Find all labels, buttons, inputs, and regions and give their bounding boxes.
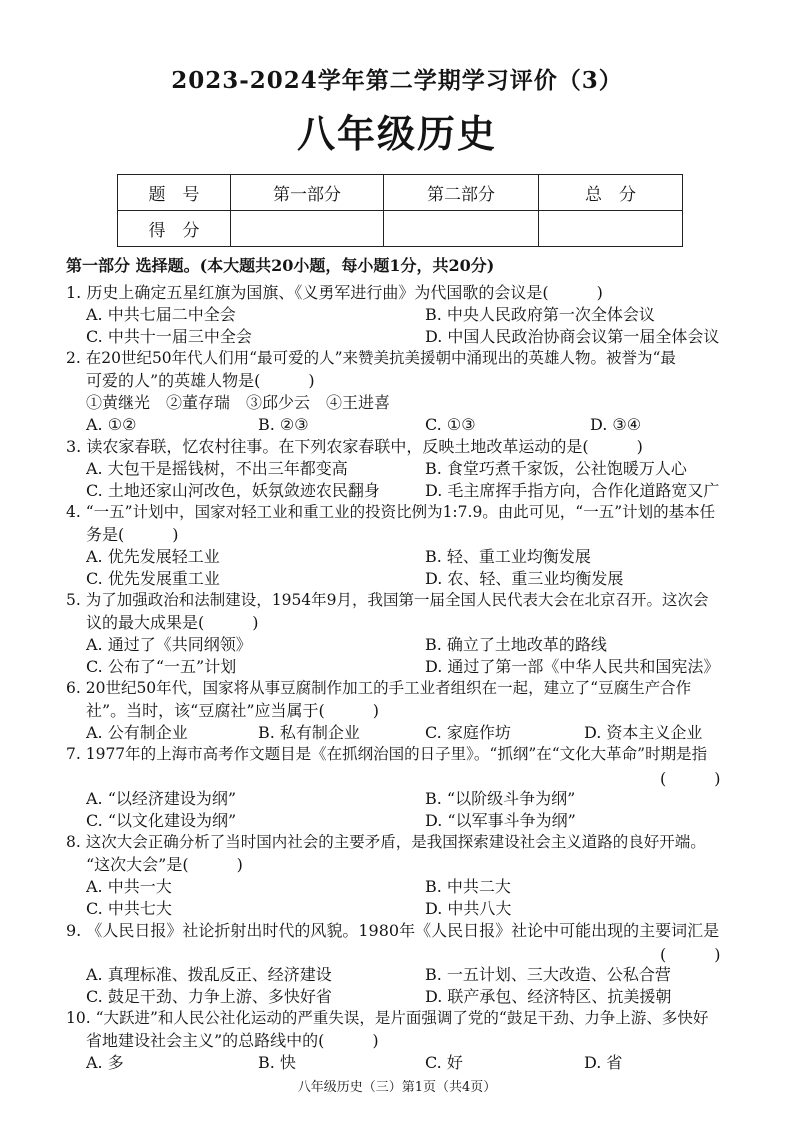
q3-option-c: C. 土地还家山河改色，妖氛敛迹农民翻身: [86, 481, 380, 500]
score-table-header-row: [118, 175, 683, 211]
q4-option-a: A. 优先发展轻工业: [86, 547, 220, 566]
q2-option-d: D. ③④: [590, 415, 642, 434]
q1-option-d: D. 中国人民政治协商会议第一届全体会议: [425, 327, 720, 346]
q6-stem-line2: 社”。当时，该“豆腐社”应当属于( ): [86, 701, 380, 720]
score-table: [117, 174, 683, 247]
score-input-total[interactable]: [539, 211, 683, 247]
score-cell-part2: 第二部分: [384, 175, 539, 211]
page-footer: 八年级历史（三）第1页（共4页）: [297, 1080, 497, 1095]
q6-option-b: B. 私有制企业: [258, 723, 360, 742]
q4-option-d: D. 农、轻、重三业均衡发展: [425, 569, 624, 588]
q7-answer-blank: ( ): [660, 769, 721, 788]
q5-option-d: D. 通过了第一部《中华人民共和国宪法》: [425, 657, 720, 676]
score-cell-total: 总 分: [539, 175, 683, 211]
q5-option-a: A. 通过了《共同纲领》: [86, 635, 252, 654]
q8-stem-line1: 8. 这次大会正确分析了当时国内社会的主要矛盾，是我国探索建设社会主义道路的良好开端。: [66, 833, 706, 851]
score-row-label: 得 分: [118, 211, 231, 247]
q3-option-b: B. 食堂巧煮千家饭，公社饱暖万人心: [425, 459, 687, 478]
q9-option-d: D. 联产承包、经济特区、抗美援朝: [425, 987, 672, 1006]
q10-option-d: D. 省: [584, 1053, 623, 1072]
q5-stem-line1: 5. 为了加强政治和法制建设，1954年9月，我国第一届全国人民代表大会在北京召开。这次会: [66, 591, 709, 609]
q2-stem-line2: 可爱的人”的英雄人物是( ): [86, 371, 315, 390]
q4-option-c: C. 优先发展重工业: [86, 569, 220, 588]
q5-option-c: C. 公布了“一五”计划: [86, 657, 237, 676]
q4-option-b: B. 轻、重工业均衡发展: [425, 547, 591, 566]
exam-title: 2023-2024学年第二学期学习评价（3）: [171, 67, 623, 94]
q10-option-a: A. 多: [86, 1053, 124, 1072]
q7-option-c: C. “以文化建设为纲”: [86, 811, 237, 830]
q8-option-a: A. 中共一大: [86, 877, 172, 896]
q9-option-a: A. 真理标准、拨乱反正、经济建设: [86, 965, 332, 984]
q10-stem-line1: 10. “大跃进”和人民公社化运动的严重失误，是片面强调了党的“鼓足干劲、力争上游、多快好: [66, 1009, 709, 1027]
q10-option-c: C. 好: [425, 1053, 463, 1072]
q2-option-a: A. ①②: [86, 415, 137, 434]
score-cell-label: 题 号: [118, 175, 231, 211]
q7-option-b: B. “以阶级斗争为纲”: [425, 789, 576, 808]
q6-option-d: D. 资本主义企业: [584, 723, 703, 742]
q3-option-a: A. 大包干是摇钱树，不出三年都变高: [86, 459, 348, 478]
score-input-part1[interactable]: [231, 211, 384, 247]
q1-stem: 1. 历史上确定五星红旗为国旗、《义勇军进行曲》为代国歌的会议是( ): [66, 283, 603, 302]
q9-option-b: B. 一五计划、三大改造、公私合营: [425, 965, 671, 984]
q9-stem-line1: 9. 《人民日报》社论折射出时代的风貌。1980年《人民日报》社论中可能出现的主要词汇是: [66, 921, 720, 940]
q2-stem-line1: 2. 在20世纪50年代人们用“最可爱的人”来赞美抗美援朝中涌现出的英雄人物。被誉为“最: [66, 349, 676, 367]
q1-option-a: A. 中共七届二中全会: [86, 305, 236, 324]
q7-option-d: D. “以军事斗争为纲”: [425, 811, 576, 830]
score-cell-part1: 第一部分: [231, 175, 384, 211]
q2-option-c: C. ①③: [425, 415, 476, 434]
q4-stem-line2: 务是( ): [86, 525, 179, 544]
q6-option-c: C. 家庭作坊: [425, 723, 511, 742]
section1-heading: 第一部分 选择题。(本大题共20小题，每小题1分，共20分): [66, 256, 495, 275]
subject-title: 八年级历史: [296, 111, 497, 156]
q3-option-d: D. 毛主席挥手指方向，合作化道路宽又广: [425, 481, 720, 500]
q8-stem-line2: “这次大会”是( ): [86, 855, 243, 874]
q2-option-b: B. ②③: [258, 415, 309, 434]
q7-stem-line1: 7. 1977年的上海市高考作文题目是《在抓纲治国的日子里》。“抓纲”在“文化大革命”时期是指: [66, 745, 708, 763]
q8-option-c: C. 中共七大: [86, 899, 172, 918]
q6-stem-line1: 6. 20世纪50年代，国家将从事豆腐制作加工的手工业者组织在一起，建立了“豆腐生产合作: [66, 679, 692, 697]
q1-option-b: B. 中央人民政府第一次全体会议: [425, 305, 655, 324]
score-table-score-row: [118, 211, 683, 247]
q9-answer-blank: ( ): [660, 945, 721, 964]
q5-option-b: B. 确立了土地改革的路线: [425, 635, 607, 654]
q2-items: ①黄继光 ②董存瑞 ③邱少云 ④王进喜: [86, 393, 391, 412]
score-input-part2[interactable]: [384, 211, 539, 247]
q10-stem-line2: 省地建设社会主义”的总路线中的( ): [86, 1031, 379, 1050]
q10-option-b: B. 快: [258, 1053, 296, 1072]
q5-stem-line2: 议的最大成果是( ): [86, 613, 259, 632]
q7-option-a: A. “以经济建设为纲”: [86, 789, 237, 808]
q8-option-d: D. 中共八大: [425, 899, 512, 918]
q6-option-a: A. 公有制企业: [86, 723, 188, 742]
q9-option-c: C. 鼓足干劲、力争上游、多快好省: [86, 987, 332, 1006]
q3-stem: 3. 读农家春联，忆农村往事。在下列农家春联中，反映土地改革运动的是( ): [66, 437, 643, 456]
q8-option-b: B. 中共二大: [425, 877, 511, 896]
q1-option-c: C. 中共十一届三中全会: [86, 327, 252, 346]
q4-stem-line1: 4. “一五”计划中，国家对轻工业和重工业的投资比例为1:7.9。由此可见，“一五”计划的基本任: [66, 503, 716, 521]
